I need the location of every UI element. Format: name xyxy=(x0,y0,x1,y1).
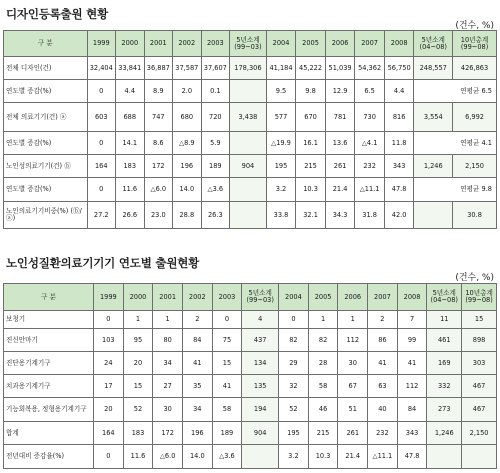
column-header: 2006 xyxy=(325,31,355,57)
table-cell: 99 xyxy=(397,329,427,352)
table-cell: 3.2 xyxy=(279,445,309,469)
table-cell: 82 xyxy=(308,329,338,352)
table-cell: 215 xyxy=(308,422,338,445)
table-cell: 670 xyxy=(296,103,326,132)
table-cell: △4.1 xyxy=(355,132,385,155)
column-header: 2005 xyxy=(296,31,326,57)
table-cell: 2 xyxy=(368,311,398,329)
column-header: 2001 xyxy=(153,284,183,311)
column-header: 2003 xyxy=(212,284,242,311)
table-cell: 2 xyxy=(182,311,212,329)
table1-unit: (건수, %) xyxy=(455,21,494,31)
column-header: 2000 xyxy=(123,284,153,311)
table-cell: 6,992 xyxy=(453,103,497,132)
table-cell: 26.3 xyxy=(201,202,230,229)
table-cell: 51 xyxy=(338,398,368,422)
table-cell: 688 xyxy=(116,103,145,132)
row-label: 보청기 xyxy=(4,311,94,329)
column-header: 2000 xyxy=(116,31,145,57)
table-cell: 31.8 xyxy=(355,202,385,229)
table-cell: 56,750 xyxy=(384,57,414,80)
column-header: 5년소계 (04~08) xyxy=(427,284,462,311)
table-cell: 45,222 xyxy=(296,57,326,80)
column-header: 2008 xyxy=(397,284,427,311)
table-row xyxy=(4,178,497,202)
table-cell: 29 xyxy=(279,352,309,375)
table-cell: 215 xyxy=(296,155,326,178)
table-cell: 41 xyxy=(182,352,212,375)
table2-title: 노인성질환의료기기기 연도별 출원현황 xyxy=(6,256,200,270)
table-cell: 47.8 xyxy=(397,445,427,469)
table1-title: 디자인등록출원 현황 xyxy=(6,7,108,21)
table-cell: 248,557 xyxy=(414,57,453,80)
table-cell: 273 xyxy=(427,398,462,422)
column-header: 10년총계 (99~08) xyxy=(462,284,497,311)
table-cell: 467 xyxy=(462,375,497,398)
table-cell: 169 xyxy=(427,352,462,375)
table-cell: 4.4 xyxy=(116,80,145,103)
table-cell xyxy=(242,445,279,469)
table-cell: 84 xyxy=(397,398,427,422)
table-cell: 75 xyxy=(212,329,242,352)
table-cell: 41 xyxy=(397,352,427,375)
table-row xyxy=(4,398,497,422)
table-cell: 0 xyxy=(279,311,309,329)
table-cell: △11.1 xyxy=(368,445,398,469)
table-cell: 3,438 xyxy=(230,103,267,132)
table-cell: 12.9 xyxy=(325,80,355,103)
table-cell: 467 xyxy=(462,398,497,422)
table-cell: 30 xyxy=(338,352,368,375)
table-cell: 27.2 xyxy=(87,202,116,229)
table-cell: 84 xyxy=(182,329,212,352)
table-cell: 747 xyxy=(144,103,173,132)
table-cell: 33,841 xyxy=(116,57,145,80)
column-header: 5년소계 (04~08) xyxy=(414,31,453,57)
table-cell: 0 xyxy=(212,311,242,329)
table-cell: 195 xyxy=(266,155,296,178)
table-cell: △3.6 xyxy=(212,445,242,469)
table-cell: 1 xyxy=(308,311,338,329)
table-cell: 54,362 xyxy=(355,57,385,80)
table-cell: 172 xyxy=(153,422,183,445)
table-cell: 33.8 xyxy=(266,202,296,229)
table-cell: 343 xyxy=(397,422,427,445)
table-cell: 2,150 xyxy=(462,422,497,445)
table2-body xyxy=(4,284,497,469)
table-row xyxy=(4,445,497,469)
table-cell: 4 xyxy=(242,311,279,329)
table-cell: △11.1 xyxy=(355,178,385,202)
table-cell: △6.0 xyxy=(144,178,173,202)
table-cell: 164 xyxy=(87,155,116,178)
table-cell: 730 xyxy=(355,103,385,132)
table-cell: 1 xyxy=(153,311,183,329)
row-label: 치과용기계기구 xyxy=(4,375,94,398)
table-cell: 11 xyxy=(427,311,462,329)
table-cell: 20 xyxy=(123,352,153,375)
table-cell: 0 xyxy=(94,445,124,469)
table-cell xyxy=(462,445,497,469)
table-cell: 23.0 xyxy=(144,202,173,229)
table-cell: 0.1 xyxy=(201,80,230,103)
table-cell: 52 xyxy=(279,398,309,422)
table-cell: △8.9 xyxy=(173,132,202,155)
table-cell: 3,554 xyxy=(414,103,453,132)
table-cell: 58 xyxy=(212,398,242,422)
table-cell: 32,404 xyxy=(87,57,116,80)
column-header: 2006 xyxy=(338,284,368,311)
row-label: 연도별 증감(%) xyxy=(4,80,88,103)
table-cell: 904 xyxy=(230,155,267,178)
table-cell: 9.8 xyxy=(296,80,326,103)
table-cell: 7 xyxy=(397,311,427,329)
column-header: 1999 xyxy=(87,31,116,57)
column-header: 2004 xyxy=(266,31,296,57)
table-cell: 67 xyxy=(338,375,368,398)
table-cell: 112 xyxy=(397,375,427,398)
column-header: 2005 xyxy=(308,284,338,311)
header-corner: 구 분 xyxy=(4,284,94,311)
table2-unit: (건수, %) xyxy=(455,273,494,283)
table-cell: 261 xyxy=(338,422,368,445)
table-cell: 41 xyxy=(368,352,398,375)
table-cell: △19.9 xyxy=(266,132,296,155)
table-cell: 135 xyxy=(242,375,279,398)
row-label: 합계 xyxy=(4,422,94,445)
row-label: 노인성의료기기(건) ⓑ xyxy=(4,155,88,178)
table-cell: 10.3 xyxy=(308,445,338,469)
table-cell: 8.6 xyxy=(144,132,173,155)
table-cell: 37,587 xyxy=(173,57,202,80)
table-cell: 164 xyxy=(94,422,124,445)
table-cell: 11.6 xyxy=(123,445,153,469)
table-cell: 15 xyxy=(123,375,153,398)
table-cell: △3.6 xyxy=(201,178,230,202)
table-cell: 34 xyxy=(153,352,183,375)
table-cell: 20 xyxy=(94,398,124,422)
table-cell: 46 xyxy=(308,398,338,422)
column-header: 2008 xyxy=(384,31,414,57)
table-cell xyxy=(427,445,462,469)
table-cell: 15 xyxy=(212,352,242,375)
row-label: 노인의료기기비중(%) (ⓑ/ⓐ) xyxy=(4,202,88,229)
table-cell: 816 xyxy=(384,103,414,132)
column-header: 5년소계 (99~03) xyxy=(242,284,279,311)
table-cell: 37,607 xyxy=(201,57,230,80)
table-cell: 35 xyxy=(182,375,212,398)
row-label: 연도별 증감(%) xyxy=(4,132,88,155)
table-row xyxy=(4,80,497,103)
table-cell: 194 xyxy=(242,398,279,422)
table-cell: 34.3 xyxy=(325,202,355,229)
table-cell: 27 xyxy=(153,375,183,398)
row-label: 전체 의료기기(건) ⓐ xyxy=(4,103,88,132)
table-cell: 17 xyxy=(94,375,124,398)
table-cell: 24 xyxy=(94,352,124,375)
table-cell: 303 xyxy=(462,352,497,375)
table-cell: 21.4 xyxy=(338,445,368,469)
table-row xyxy=(4,311,497,329)
table-cell: 3.2 xyxy=(266,178,296,202)
table-cell: 0 xyxy=(87,132,116,155)
table-cell: 연평균 6.5 xyxy=(414,80,497,103)
table-cell: 0 xyxy=(87,80,116,103)
table-row xyxy=(4,155,497,178)
table-cell: 5.9 xyxy=(201,132,230,155)
table-cell: 34 xyxy=(182,398,212,422)
header-corner: 구 분 xyxy=(4,31,88,57)
table-cell: 63 xyxy=(368,375,398,398)
table-cell: 904 xyxy=(242,422,279,445)
table-cell: 1,246 xyxy=(414,155,453,178)
design-application-table xyxy=(3,30,497,229)
table-cell: 51,039 xyxy=(325,57,355,80)
table-cell: △6.0 xyxy=(153,445,183,469)
table-cell: 183 xyxy=(116,155,145,178)
table-row xyxy=(4,103,497,132)
row-label: 연도별 증감(%) xyxy=(4,178,88,202)
table-cell: 32 xyxy=(279,375,309,398)
row-label: 진단용기계기구 xyxy=(4,352,94,375)
table-cell: 232 xyxy=(355,155,385,178)
table-cell: 10.3 xyxy=(296,178,326,202)
table-cell: 15 xyxy=(462,311,497,329)
table1-body xyxy=(4,31,497,229)
table-cell: 1,246 xyxy=(427,422,462,445)
column-header: 2007 xyxy=(355,31,385,57)
table-cell: 720 xyxy=(201,103,230,132)
column-header: 2001 xyxy=(144,31,173,57)
table-cell: 189 xyxy=(212,422,242,445)
table-row xyxy=(4,329,497,352)
table-cell: 28 xyxy=(308,352,338,375)
table-cell: 196 xyxy=(182,422,212,445)
table-cell: 14.0 xyxy=(173,178,202,202)
table-cell: 21.4 xyxy=(325,178,355,202)
table-cell: 261 xyxy=(325,155,355,178)
table-cell: 103 xyxy=(94,329,124,352)
table-cell: 연평균 9.8 xyxy=(414,178,497,202)
table-cell: 2.0 xyxy=(173,80,202,103)
table-cell: 112 xyxy=(338,329,368,352)
row-label: 기능회복용, 정형용기계기구 xyxy=(4,398,94,422)
table-cell: 14.0 xyxy=(182,445,212,469)
table-cell: 82 xyxy=(279,329,309,352)
table-cell: 332 xyxy=(427,375,462,398)
table-cell: 0 xyxy=(94,311,124,329)
table-cell xyxy=(230,80,267,103)
row-label: 전년대비 증감율(%) xyxy=(4,445,94,469)
column-header: 2007 xyxy=(368,284,398,311)
table-row xyxy=(4,202,497,229)
table-cell: 95 xyxy=(123,329,153,352)
column-header: 10년총계 (99~08) xyxy=(453,31,497,57)
table-cell: 42.0 xyxy=(384,202,414,229)
row-label: 전체 디자인(건) xyxy=(4,57,88,80)
table-cell: 437 xyxy=(242,329,279,352)
table-cell: 40 xyxy=(368,398,398,422)
geriatric-device-table xyxy=(3,283,497,469)
table-cell: 343 xyxy=(384,155,414,178)
table-cell: 781 xyxy=(325,103,355,132)
table-cell: 680 xyxy=(173,103,202,132)
table-cell: 41,184 xyxy=(266,57,296,80)
table-cell: 16.1 xyxy=(296,132,326,155)
table-row xyxy=(4,375,497,398)
column-header: 2003 xyxy=(201,31,230,57)
table-cell: 11.6 xyxy=(116,178,145,202)
table-cell xyxy=(230,202,267,229)
table-cell: 9.5 xyxy=(266,80,296,103)
table-cell: 195 xyxy=(279,422,309,445)
table-cell: 232 xyxy=(368,422,398,445)
table-cell: 8.9 xyxy=(144,80,173,103)
table-cell: 189 xyxy=(201,155,230,178)
column-header: 1999 xyxy=(94,284,124,311)
column-header: 5년소계 (99~03) xyxy=(230,31,267,57)
table-row xyxy=(4,57,497,80)
column-header: 2004 xyxy=(279,284,309,311)
table-cell: 41 xyxy=(212,375,242,398)
table-cell: 80 xyxy=(153,329,183,352)
table-cell: 0 xyxy=(87,178,116,202)
table-cell: 13.6 xyxy=(325,132,355,155)
table-cell: 52 xyxy=(123,398,153,422)
table-cell: 898 xyxy=(462,329,497,352)
table-cell: 30 xyxy=(153,398,183,422)
table-cell xyxy=(414,202,453,229)
table-cell: 577 xyxy=(266,103,296,132)
table-cell: 172 xyxy=(144,155,173,178)
table-cell: 4.4 xyxy=(384,80,414,103)
table-cell: 32.1 xyxy=(296,202,326,229)
table-cell: 2,150 xyxy=(453,155,497,178)
table-cell: 36,887 xyxy=(144,57,173,80)
table-cell: 461 xyxy=(427,329,462,352)
table-cell: 1 xyxy=(338,311,368,329)
row-label: 진신안마기 xyxy=(4,329,94,352)
table-cell: 1 xyxy=(123,311,153,329)
table-cell: 134 xyxy=(242,352,279,375)
table-cell: 14.1 xyxy=(116,132,145,155)
column-header: 2002 xyxy=(182,284,212,311)
table-cell: 6.5 xyxy=(355,80,385,103)
table-cell xyxy=(230,132,267,155)
table-cell: 47.8 xyxy=(384,178,414,202)
table-cell: 196 xyxy=(173,155,202,178)
table-cell: 11.8 xyxy=(384,132,414,155)
table-cell: 연평균 4.1 xyxy=(414,132,497,155)
table-row xyxy=(4,422,497,445)
table-cell: 603 xyxy=(87,103,116,132)
table-cell: 426,863 xyxy=(453,57,497,80)
column-header: 2002 xyxy=(173,31,202,57)
table-cell xyxy=(230,178,267,202)
table-cell: 30.8 xyxy=(453,202,497,229)
table-row xyxy=(4,132,497,155)
table-cell: 86 xyxy=(368,329,398,352)
table-cell: 183 xyxy=(123,422,153,445)
table-cell: 26.6 xyxy=(116,202,145,229)
table-cell: 58 xyxy=(308,375,338,398)
table-cell: 28.8 xyxy=(173,202,202,229)
table-row xyxy=(4,352,497,375)
table-cell: 178,306 xyxy=(230,57,267,80)
